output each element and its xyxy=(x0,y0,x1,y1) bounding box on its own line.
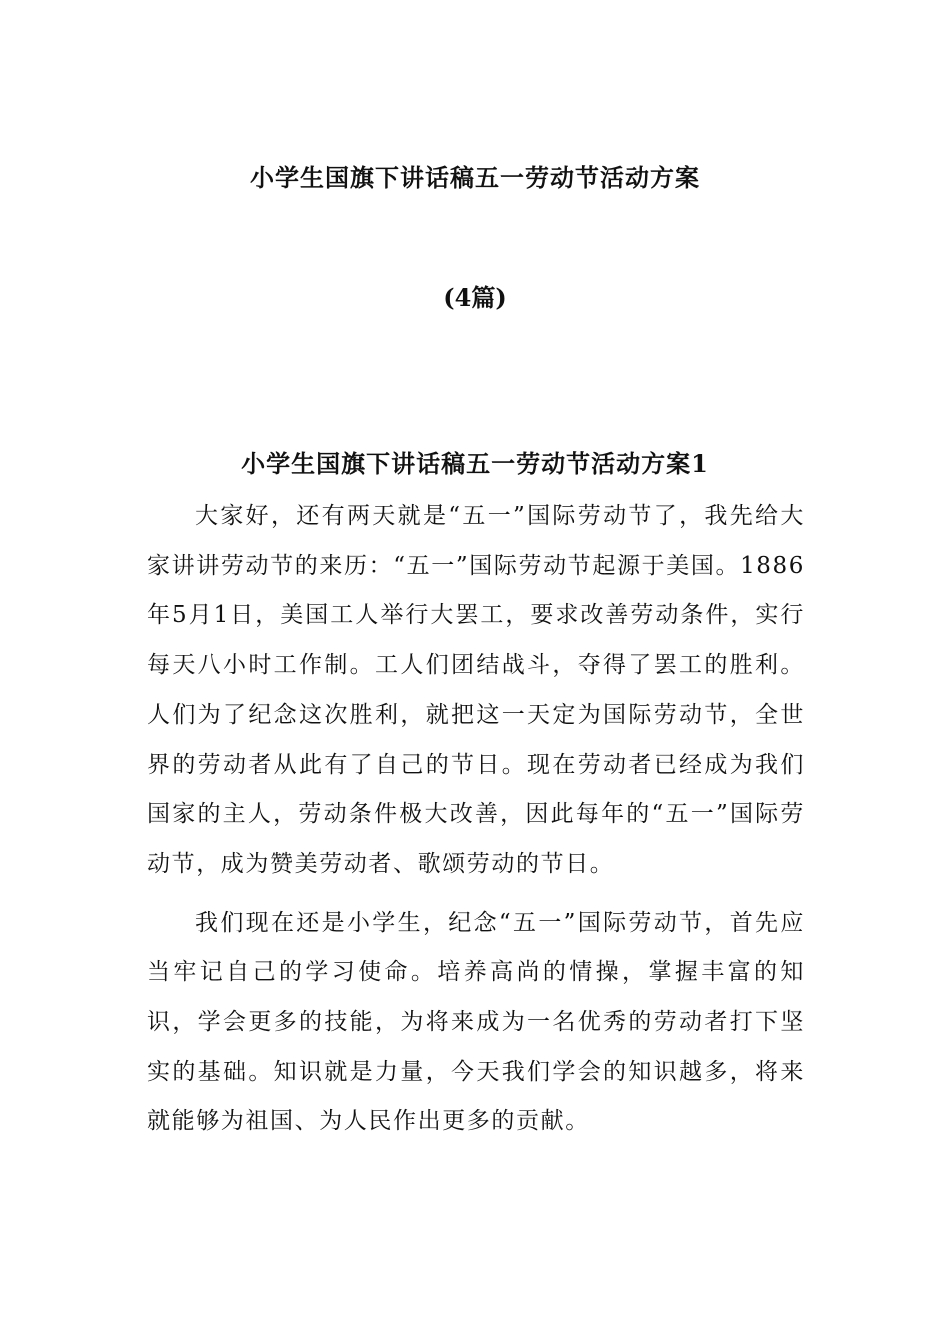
paragraph-2: 我们现在还是小学生，纪念“五一”国际劳动节，首先应当牢记自己的学习使命。培养高尚的情操，掌握丰富的知识，学会更多的技能，为将来成为一名优秀的劳动者打下坚实的基础。知识就是力量，今天我们学会的知识越多，将来就能够为祖国、为人民作出更多的贡献。 xyxy=(147,909,805,1135)
document-subtitle: (4篇) xyxy=(443,283,507,312)
section-title: 小学生国旗下讲话稿五一劳动节活动方案1 xyxy=(241,449,709,478)
document-body xyxy=(147,492,805,1147)
paragraph-1: 大家好，还有两天就是“五一”国际劳动节了，我先给大家讲讲劳动节的来历：“五一”国际劳动节起源于美国。1886年5月1日，美国工人举行大罢工，要求改善劳动条件，实行每天八小时工作制。工人们团结战斗，夺得了罢工的胜利。人们为了纪念这次胜利，就把这一天定为国际劳动节，全世界的劳动者从此有了自己的节日。现在劳动者已经成为我们国家的主人，劳动条件极大改善，因此每年的“五一”国际劳动节，成为赞美劳动者、歌颂劳动的节日。 xyxy=(147,503,805,877)
document-title: 小学生国旗下讲话稿五一劳动节活动方案 xyxy=(250,163,700,192)
